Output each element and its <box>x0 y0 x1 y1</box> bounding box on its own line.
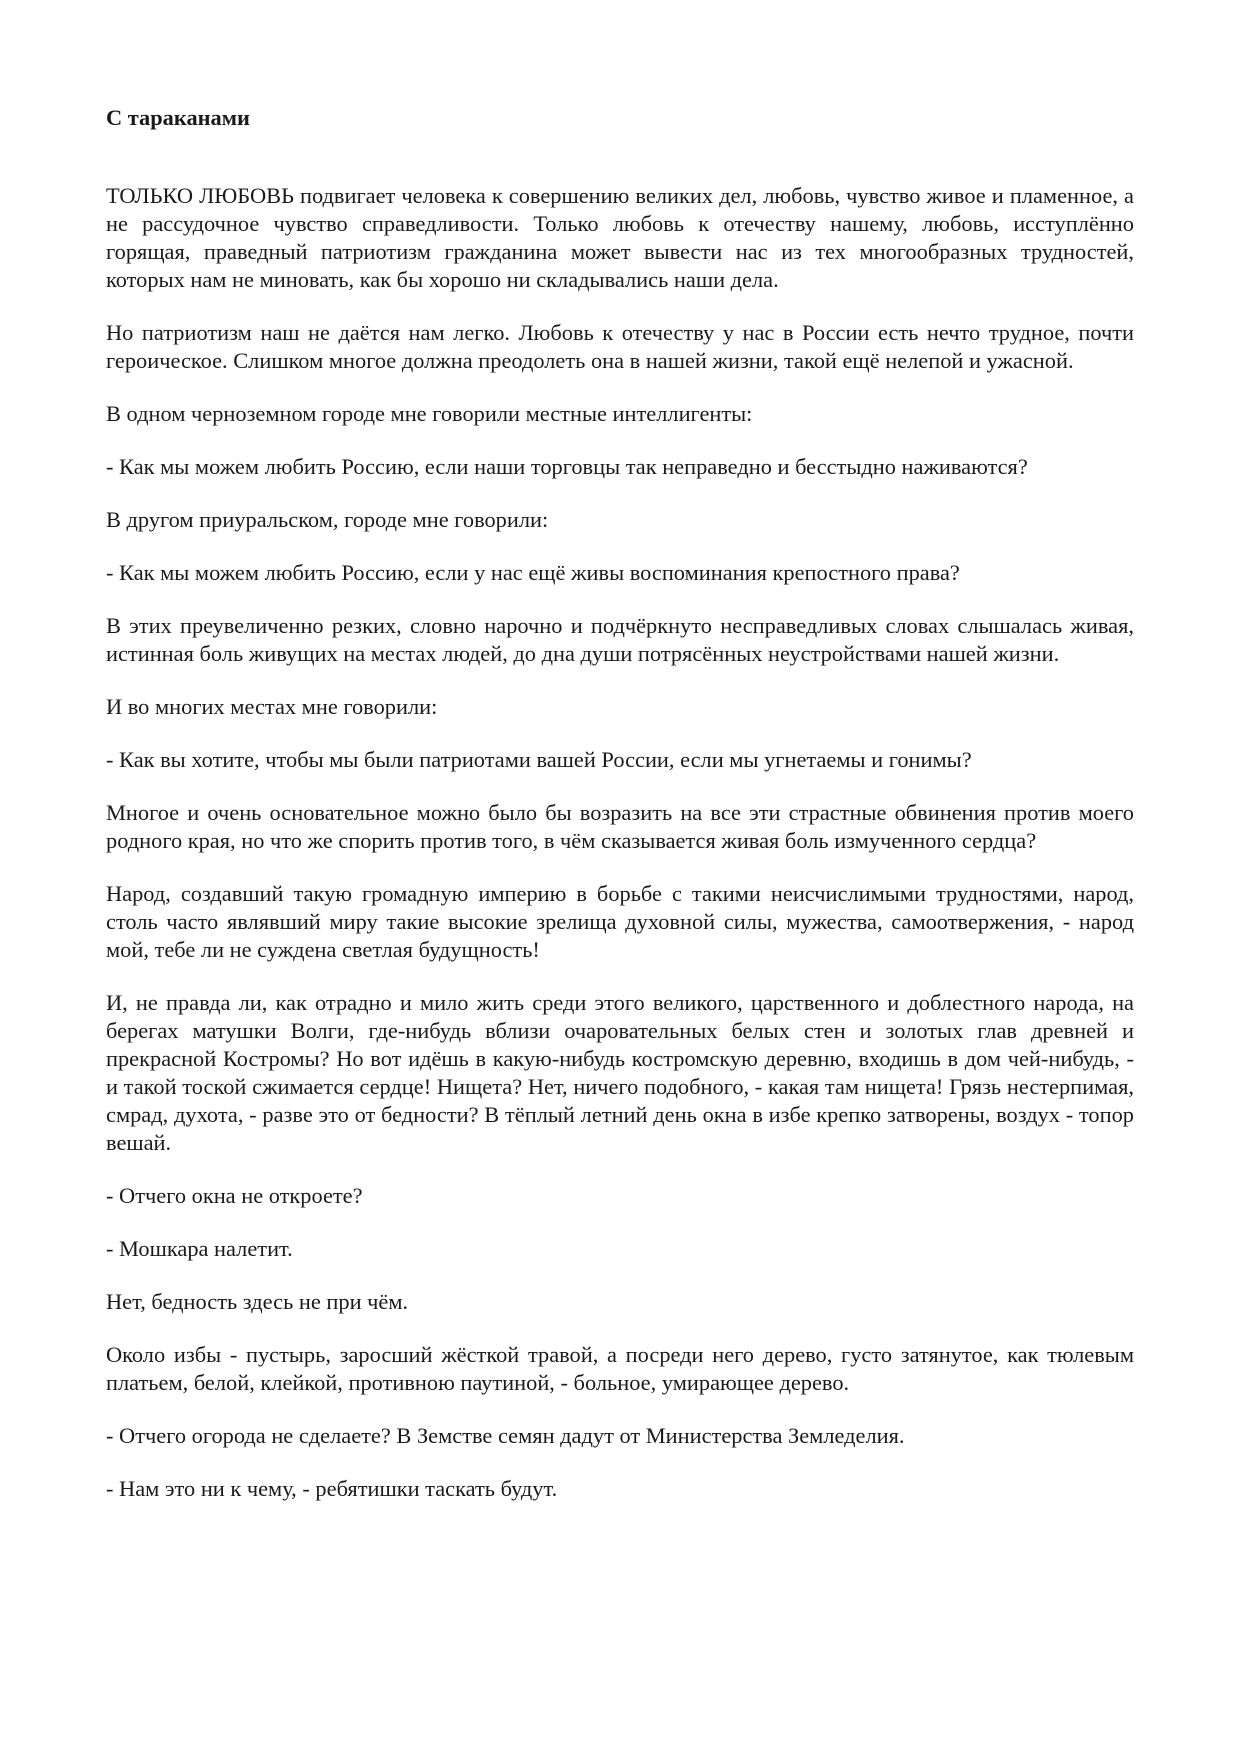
document-title: С тараканами <box>106 105 250 130</box>
paragraph: Нет, бедность здесь не при чём. <box>106 1289 409 1314</box>
paragraph: Но патриотизм наш не даётся нам легко. Любовь к отечеству у нас в России есть нечто трудное, почти героическое. Слишком многое должна преодолеть она в нашей жизни, такой ещё нелепой и ужасной. <box>106 320 1134 373</box>
paragraph: ТОЛЬКО ЛЮБОВЬ подвигает человека к совершению великих дел, любовь, чувство живое и пламенное, а не рассудочное чувство справедливости. Только любовь к отечеству нашему, любовь, исступлённо горящая, праведный патриотизм гражданина может вывести нас из тех многообразных трудностей, которых нам не миновать, как бы хорошо ни складывались наши дела. <box>106 183 1134 292</box>
paragraph: В этих преувеличенно резких, словно нарочно и подчёркнуто несправедливых словах слышалась живая, истинная боль живущих на местах людей, до дна души потрясённых неустройствами нашей жизни. <box>106 613 1134 666</box>
paragraph: - Как мы можем любить Россию, если у нас ещё живы воспоминания крепостного права? <box>106 560 960 585</box>
paragraph: - Мошкара налетит. <box>106 1236 293 1261</box>
paragraph: - Как мы можем любить Россию, если наши торговцы так неправедно и бесстыдно наживаются? <box>106 454 1028 479</box>
paragraph: - Как вы хотите, чтобы мы были патриотами вашей России, если мы угнетаемы и гонимы? <box>106 747 972 772</box>
paragraph: Народ, создавший такую громадную империю в борьбе с такими неисчислимыми трудностями, народ, столь часто являвший миру такие высокие зрелища духовной силы, мужества, самоотвержения, - народ мой, тебе ли не суждена светлая будущность! <box>106 881 1134 962</box>
paragraph: Многое и очень основательное можно было бы возразить на все эти страстные обвинения против моего родного края, но что же спорить против того, в чём сказывается живая боль измученного сердца? <box>106 800 1134 853</box>
document-body <box>106 104 1134 1528</box>
paragraph: - Отчего огорода не сделаете? В Земстве семян дадут от Министерства Земледелия. <box>106 1423 905 1448</box>
paragraph: И, не правда ли, как отрадно и мило жить среди этого великого, царственного и доблестного народа, на берегах матушки Волги, где-нибудь вблизи очаровательных белых стен и золотых глав древней и прекрасной Костромы? Но вот идёшь в какую-нибудь костромскую деревню, входишь в дом чей-нибудь, - и такой тоской сжимается сердце! Нищета? Нет, ничего подобного, - какая там нищета! Грязь нестерпимая, смрад, духота, - разве это от бедности? В тёплый летний день окна в избе крепко затворены, воздух - топор вешай. <box>106 990 1134 1155</box>
paragraph: И во многих местах мне говорили: <box>106 694 438 719</box>
paragraph: - Отчего окна не откроете? <box>106 1183 363 1208</box>
paragraph: Около избы - пустырь, заросший жёсткой травой, а посреди него дерево, густо затянутое, как тюлевым платьем, белой, клейкой, противною паутиной, - больное, умирающее дерево. <box>106 1342 1134 1395</box>
paragraph: - Нам это ни к чему, - ребятишки таскать будут. <box>106 1476 558 1501</box>
paragraph: В другом приуральском, городе мне говорили: <box>106 507 549 532</box>
paragraph: В одном черноземном городе мне говорили местные интеллигенты: <box>106 401 753 426</box>
